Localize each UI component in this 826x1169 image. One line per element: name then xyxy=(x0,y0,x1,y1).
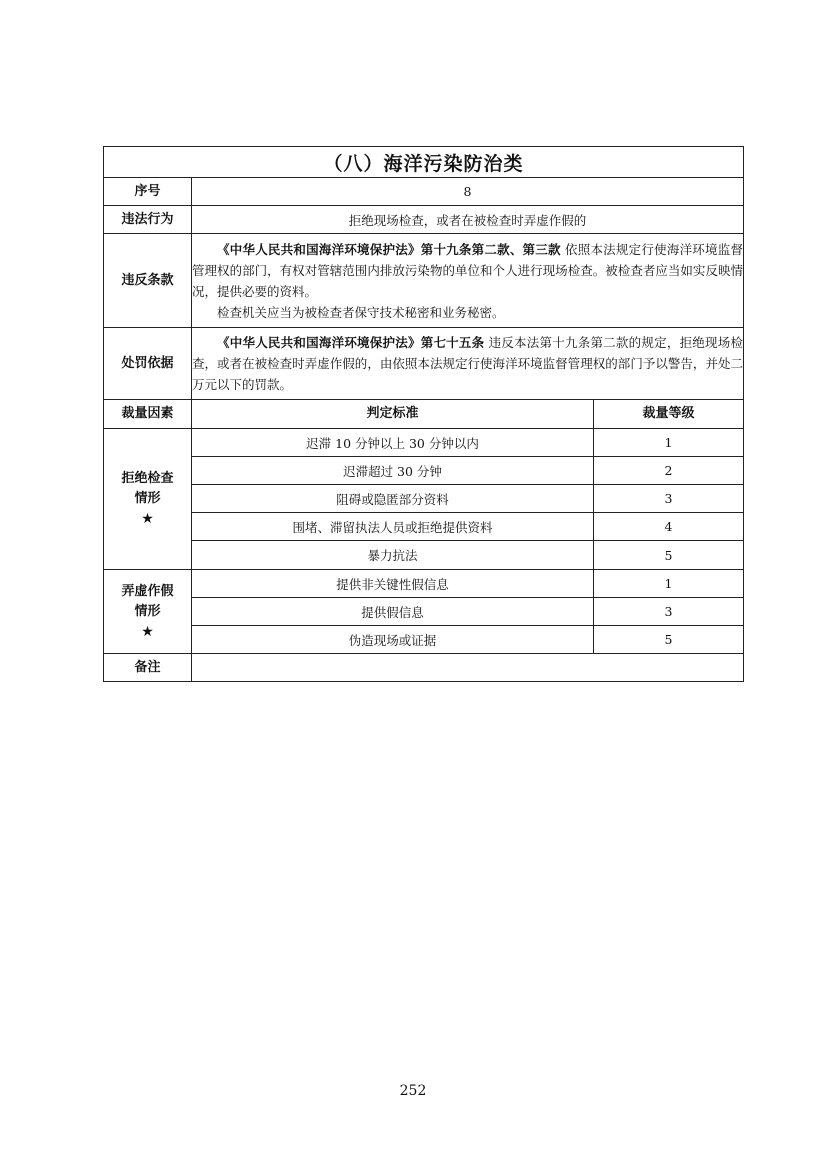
penalty-text: 违反本法第十九条第二款的规定，拒绝现场检查，或者在被检查时弄虚作假的，由依照本法规定行使海洋环境监督管理权的部门予以警告，并处二万元以下的罚款。 xyxy=(192,335,744,392)
level-cell: 5 xyxy=(594,626,744,654)
violation-value: 拒绝现场检查，或者在被检查时弄虚作假的 xyxy=(192,206,744,234)
group1-label-line1: 拒绝检查 xyxy=(121,471,174,486)
criteria-cell: 迟滞 10 分钟以上 30 分钟以内 xyxy=(192,429,594,457)
level-cell: 3 xyxy=(594,485,744,513)
header-level: 裁量等级 xyxy=(594,400,744,429)
criteria-cell: 伪造现场或证据 xyxy=(192,626,594,654)
group1-label-line2: 情形 xyxy=(134,491,161,506)
level-cell: 1 xyxy=(594,429,744,457)
level-cell: 1 xyxy=(594,570,744,598)
remark-value xyxy=(192,654,744,682)
page-number: 252 xyxy=(399,1083,427,1099)
serial-label: 序号 xyxy=(104,178,192,206)
penalty-content xyxy=(192,328,744,400)
criteria-cell: 迟滞超过 30 分钟 xyxy=(192,457,594,485)
discretion-table xyxy=(103,146,744,682)
article-text2: 检查机关应当为被检查者保守技术秘密和业务秘密。 xyxy=(217,304,505,320)
section-title: （八）海洋污染防治类 xyxy=(104,147,744,178)
serial-value: 8 xyxy=(192,178,744,206)
article-text1: 依照本法规定行使海洋环境监督管理权的部门，有权对管辖范围内排放污染物的单位和个人进行现场检查。被检查者应当如实反映情况，提供必要的资料。 xyxy=(192,241,744,299)
level-cell: 4 xyxy=(594,513,744,541)
article-label: 违反条款 xyxy=(104,234,192,328)
level-cell: 2 xyxy=(594,457,744,485)
article-content xyxy=(192,234,744,328)
group2-label-line2: 情形 xyxy=(134,603,161,619)
level-cell: 3 xyxy=(594,598,744,626)
star-icon: ★ xyxy=(141,511,154,527)
header-factor: 裁量因素 xyxy=(104,400,192,429)
article-law: 《中华人民共和国海洋环境保护法》第十九条第二款、第三款 xyxy=(217,241,561,257)
level-cell: 5 xyxy=(594,541,744,570)
violation-label: 违法行为 xyxy=(104,206,192,234)
criteria-cell: 围堵、滞留执法人员或拒绝提供资料 xyxy=(192,513,594,541)
group2-label xyxy=(104,570,192,654)
group2-label-line1: 弄虚作假 xyxy=(121,583,174,599)
penalty-law: 《中华人民共和国海洋环境保护法》第七十五条 xyxy=(217,335,485,350)
header-criteria: 判定标准 xyxy=(192,400,594,429)
penalty-label: 处罚依据 xyxy=(104,328,192,400)
star-icon: ★ xyxy=(141,623,154,640)
criteria-cell: 提供假信息 xyxy=(192,598,594,626)
criteria-cell: 暴力抗法 xyxy=(192,541,594,570)
group1-label xyxy=(104,429,192,570)
remark-label: 备注 xyxy=(104,654,192,682)
criteria-cell: 提供非关键性假信息 xyxy=(192,570,594,598)
criteria-cell: 阻碍或隐匿部分资料 xyxy=(192,485,594,513)
